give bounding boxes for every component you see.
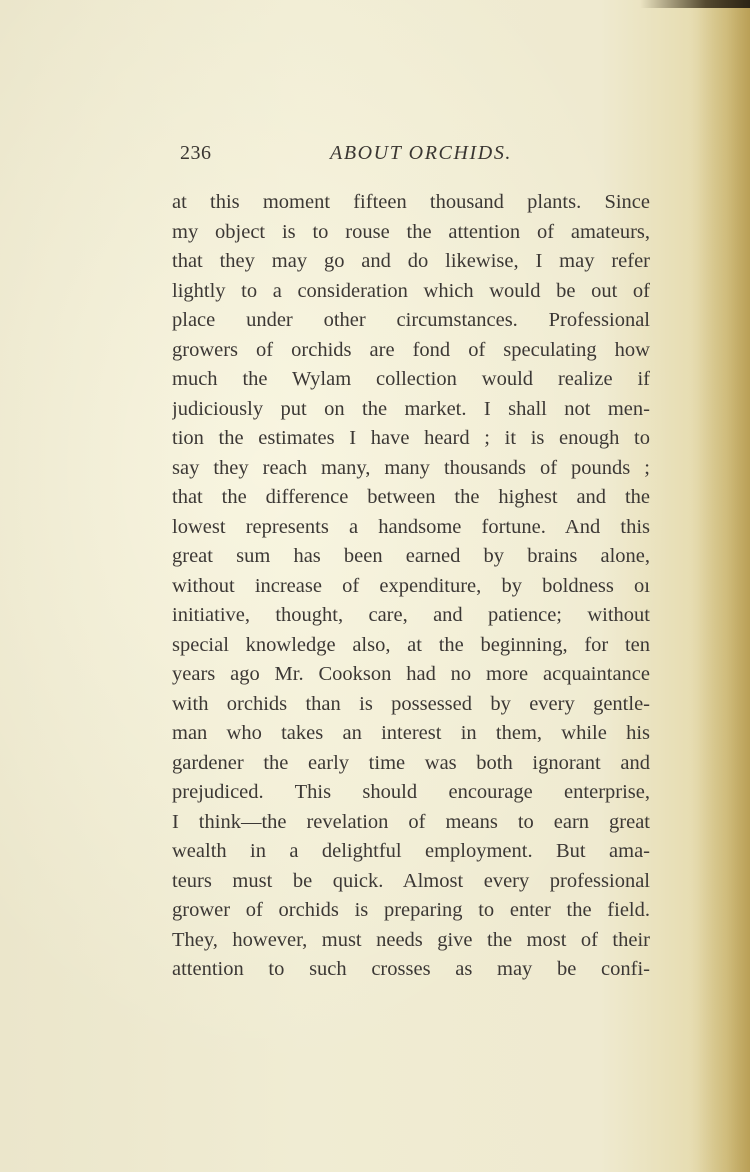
text-line: place under other circumstances. Professional bbox=[172, 309, 650, 331]
text-line: years ago Mr. Cookson had no more acquaintance bbox=[172, 663, 650, 685]
text-line: with orchids than is possessed by every gentle- bbox=[172, 692, 650, 715]
text-line: attention to such crosses as may be confi- bbox=[172, 958, 650, 980]
text-line: man who takes an interest in them, while his bbox=[172, 722, 650, 744]
text-line: great sum has been earned by brains alone, bbox=[172, 545, 650, 567]
text-line: They, however, must needs give the most of their bbox=[172, 928, 650, 951]
page-number: 236 bbox=[180, 142, 212, 164]
text-line: tion the estimates I have heard ; it is enough to bbox=[172, 427, 650, 449]
text-line: say they reach many, many thousands of pounds ; bbox=[172, 456, 650, 479]
text-line: wealth in a delightful employment. But ama- bbox=[172, 840, 650, 862]
page-header bbox=[0, 142, 750, 176]
text-line: I think—the revelation of means to earn great bbox=[172, 810, 650, 833]
text-line: that they may go and do likewise, I may refer bbox=[172, 250, 650, 272]
text-line: grower of orchids is preparing to enter the field. bbox=[172, 899, 650, 921]
text-line: lightly to a consideration which would be out of bbox=[172, 279, 650, 302]
text-line: that the difference between the highest and the bbox=[172, 486, 650, 508]
running-title: ABOUT ORCHIDS. bbox=[330, 142, 513, 164]
text-line: lowest represents a handsome fortune. And this bbox=[172, 515, 650, 538]
text-line: much the Wylam collection would realize if bbox=[172, 368, 650, 390]
text-line: initiative, thought, care, and patience; without bbox=[172, 604, 650, 626]
text-line: growers of orchids are fond of speculating how bbox=[172, 338, 650, 361]
body-text bbox=[172, 188, 650, 985]
text-line: without increase of expenditure, by boldness oı bbox=[172, 574, 650, 597]
text-line: judiciously put on the market. I shall not men- bbox=[172, 397, 650, 420]
page-top-edge bbox=[640, 0, 750, 8]
text-line: prejudiced. This should encourage enterprise, bbox=[172, 781, 650, 803]
text-line: special knowledge also, at the beginning, for ten bbox=[172, 633, 650, 656]
text-line: gardener the early time was both ignorant and bbox=[172, 751, 650, 774]
text-line: at this moment fifteen thousand plants. Since bbox=[172, 191, 650, 213]
text-line: teurs must be quick. Almost every professional bbox=[172, 869, 650, 892]
text-line: my object is to rouse the attention of amateurs, bbox=[172, 220, 650, 243]
